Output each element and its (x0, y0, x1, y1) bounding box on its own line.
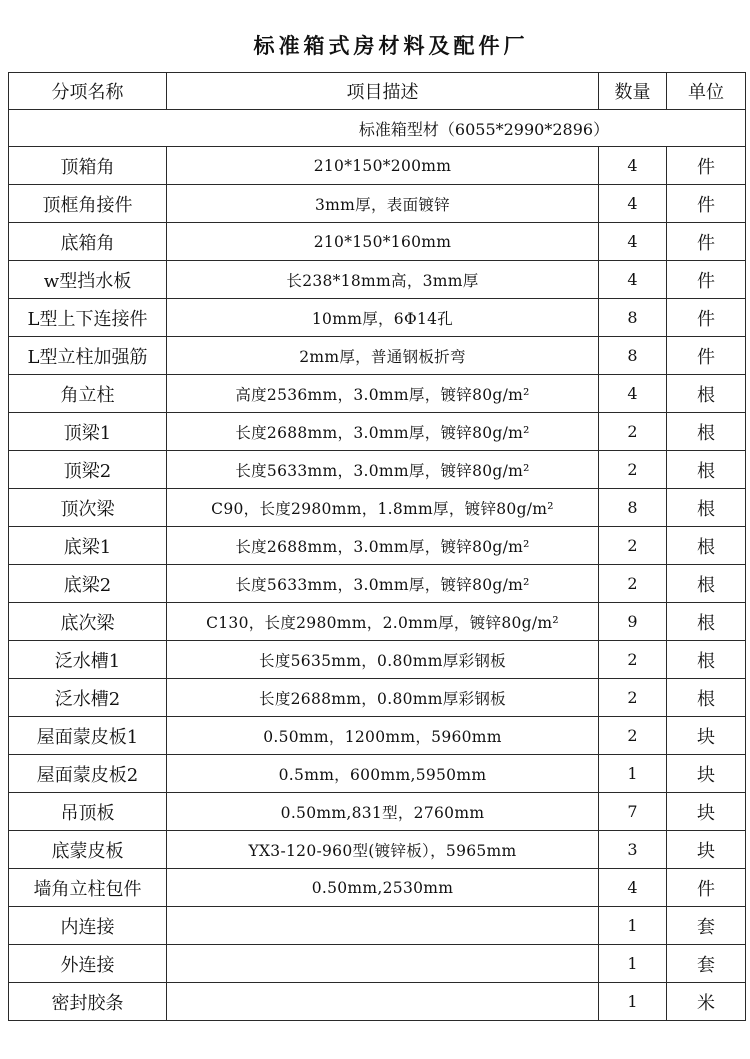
header-desc: 项目描述 (167, 73, 599, 110)
cell-qty: 2 (599, 717, 667, 755)
cell-name: 底梁1 (9, 527, 167, 565)
cell-name: 顶箱角 (9, 147, 167, 185)
cell-qty: 1 (599, 945, 667, 983)
cell-unit: 件 (667, 337, 746, 375)
cell-qty: 2 (599, 679, 667, 717)
cell-name: 底蒙皮板 (9, 831, 167, 869)
cell-desc: 10mm厚，6Φ14孔 (167, 299, 599, 337)
cell-unit: 根 (667, 527, 746, 565)
cell-name: 墙角立柱包件 (9, 869, 167, 907)
cell-name: 顶次梁 (9, 489, 167, 527)
cell-unit: 件 (667, 223, 746, 261)
cell-desc: 210*150*200mm (167, 147, 599, 185)
table-row (9, 375, 746, 413)
table-row (9, 489, 746, 527)
cell-desc: 0.5mm，600mm,5950mm (167, 755, 599, 793)
cell-desc: 长度5635mm，0.80mm厚彩钢板 (167, 641, 599, 679)
cell-name: 外连接 (9, 945, 167, 983)
cell-name: 泛水槽2 (9, 679, 167, 717)
cell-unit: 套 (667, 945, 746, 983)
table-row (9, 147, 746, 185)
cell-qty: 1 (599, 755, 667, 793)
table-row (9, 641, 746, 679)
cell-unit: 件 (667, 185, 746, 223)
cell-unit: 根 (667, 603, 746, 641)
cell-desc (167, 945, 599, 983)
table-row (9, 565, 746, 603)
cell-unit: 块 (667, 717, 746, 755)
cell-unit: 套 (667, 907, 746, 945)
cell-qty: 7 (599, 793, 667, 831)
cell-name: L型立柱加强筋 (9, 337, 167, 375)
cell-unit: 根 (667, 451, 746, 489)
table-row (9, 679, 746, 717)
cell-desc: YX3-120-960型(镀锌板），5965mm (167, 831, 599, 869)
cell-unit: 块 (667, 793, 746, 831)
header-name: 分项名称 (9, 73, 167, 110)
cell-qty: 4 (599, 375, 667, 413)
cell-qty: 1 (599, 907, 667, 945)
cell-desc: 高度2536mm，3.0mm厚，镀锌80g/m² (167, 375, 599, 413)
cell-desc: 长度2688mm，0.80mm厚彩钢板 (167, 679, 599, 717)
cell-unit: 块 (667, 831, 746, 869)
cell-qty: 2 (599, 527, 667, 565)
cell-desc: 长238*18mm高，3mm厚 (167, 261, 599, 299)
cell-desc: 0.50mm，1200mm，5960mm (167, 717, 599, 755)
cell-name: 泛水槽1 (9, 641, 167, 679)
cell-qty: 8 (599, 489, 667, 527)
cell-unit: 根 (667, 679, 746, 717)
cell-unit: 根 (667, 413, 746, 451)
cell-name: 顶梁1 (9, 413, 167, 451)
cell-desc: 0.50mm,2530mm (167, 869, 599, 907)
cell-unit: 根 (667, 375, 746, 413)
cell-name: 底次梁 (9, 603, 167, 641)
cell-desc: 3mm厚，表面镀锌 (167, 185, 599, 223)
cell-name: 角立柱 (9, 375, 167, 413)
header-qty: 数量 (599, 73, 667, 110)
materials-table (8, 72, 746, 1021)
table-row (9, 907, 746, 945)
cell-desc: 长度2688mm，3.0mm厚，镀锌80g/m² (167, 527, 599, 565)
table-row (9, 717, 746, 755)
cell-name: 顶梁2 (9, 451, 167, 489)
table-row (9, 527, 746, 565)
cell-qty: 8 (599, 337, 667, 375)
page-title: 标准箱式房材料及配件厂 (253, 34, 529, 58)
cell-name: 吊顶板 (9, 793, 167, 831)
cell-name: 密封胶条 (9, 983, 167, 1021)
cell-qty: 8 (599, 299, 667, 337)
cell-qty: 1 (599, 983, 667, 1021)
cell-qty: 4 (599, 147, 667, 185)
cell-desc: 长度5633mm，3.0mm厚，镀锌80g/m² (167, 565, 599, 603)
cell-desc: 210*150*160mm (167, 223, 599, 261)
cell-name: 屋面蒙皮板2 (9, 755, 167, 793)
table-row (9, 261, 746, 299)
cell-name: w型挡水板 (9, 261, 167, 299)
cell-unit: 件 (667, 261, 746, 299)
table-row (9, 299, 746, 337)
cell-desc: C90，长度2980mm，1.8mm厚，镀锌80g/m² (167, 489, 599, 527)
table-row (9, 755, 746, 793)
section-label: 标准箱型材（6055*2990*2896） (358, 119, 610, 139)
cell-qty: 9 (599, 603, 667, 641)
cell-name: 底箱角 (9, 223, 167, 261)
cell-qty: 3 (599, 831, 667, 869)
cell-name: 内连接 (9, 907, 167, 945)
cell-qty: 2 (599, 451, 667, 489)
table-row (9, 451, 746, 489)
cell-qty: 4 (599, 261, 667, 299)
cell-desc: 长度5633mm，3.0mm厚，镀锌80g/m² (167, 451, 599, 489)
header-unit: 单位 (667, 73, 746, 110)
cell-qty: 4 (599, 185, 667, 223)
cell-unit: 件 (667, 147, 746, 185)
table-header-row (9, 73, 746, 110)
cell-desc (167, 983, 599, 1021)
cell-name: 顶框角接件 (9, 185, 167, 223)
cell-qty: 2 (599, 413, 667, 451)
cell-qty: 2 (599, 565, 667, 603)
table-row (9, 337, 746, 375)
cell-desc: 0.50mm,831型，2760mm (167, 793, 599, 831)
table-row (9, 223, 746, 261)
cell-desc (167, 907, 599, 945)
table-row (9, 793, 746, 831)
cell-unit: 根 (667, 565, 746, 603)
table-row (9, 185, 746, 223)
cell-desc: 长度2688mm，3.0mm厚，镀锌80g/m² (167, 413, 599, 451)
cell-name: 底梁2 (9, 565, 167, 603)
cell-qty: 4 (599, 223, 667, 261)
section-label-cell (9, 110, 746, 147)
table-row (9, 983, 746, 1021)
cell-unit: 根 (667, 489, 746, 527)
table-row (9, 869, 746, 907)
cell-unit: 块 (667, 755, 746, 793)
cell-qty: 2 (599, 641, 667, 679)
table-row (9, 603, 746, 641)
cell-desc: C130，长度2980mm，2.0mm厚，镀锌80g/m² (167, 603, 599, 641)
cell-name: L型上下连接件 (9, 299, 167, 337)
cell-unit: 根 (667, 641, 746, 679)
cell-unit: 米 (667, 983, 746, 1021)
table-row (9, 413, 746, 451)
cell-unit: 件 (667, 869, 746, 907)
table-row (9, 831, 746, 869)
cell-name: 屋面蒙皮板1 (9, 717, 167, 755)
cell-unit: 件 (667, 299, 746, 337)
section-row (9, 110, 746, 147)
table-row (9, 945, 746, 983)
cell-desc: 2mm厚，普通钢板折弯 (167, 337, 599, 375)
cell-qty: 4 (599, 869, 667, 907)
